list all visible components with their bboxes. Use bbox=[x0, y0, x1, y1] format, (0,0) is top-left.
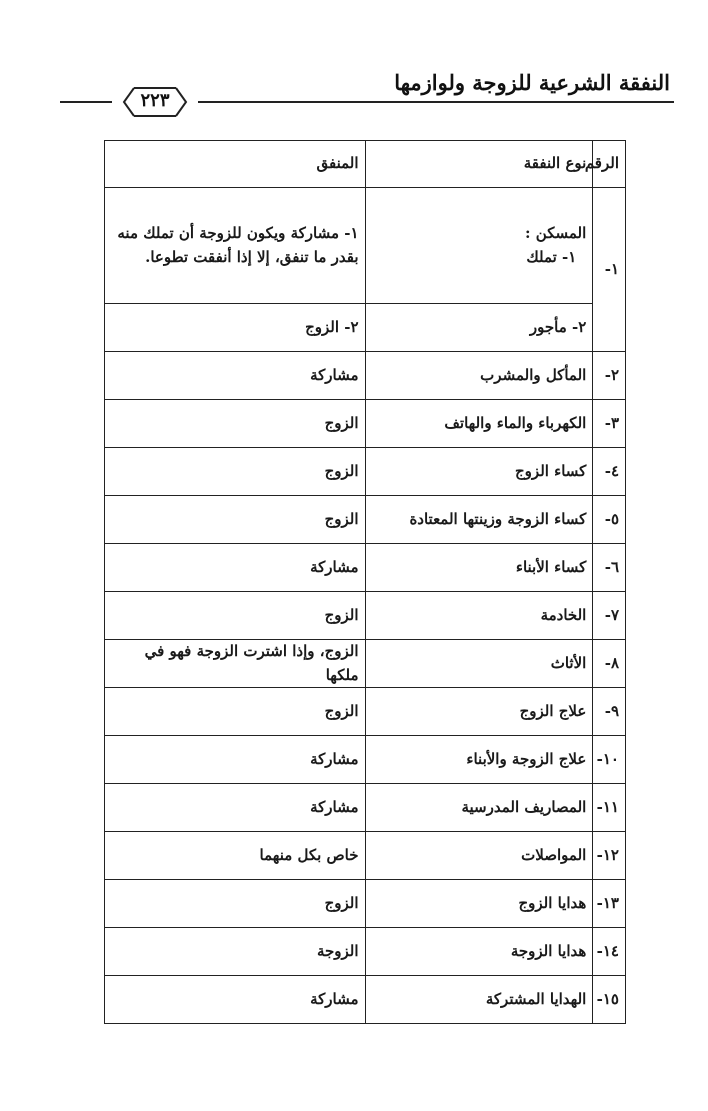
row-number: ١٥- bbox=[593, 976, 626, 1024]
column-header-payer: المنفق bbox=[105, 141, 366, 188]
column-header-number: الرقم bbox=[593, 141, 626, 188]
table-row-housing-rented bbox=[105, 304, 626, 352]
expense-payer: الزوج bbox=[105, 880, 366, 928]
housing-rented-payer: ٢- الزوج bbox=[105, 304, 366, 352]
row-number: ٩- bbox=[593, 688, 626, 736]
expense-type: الكهرباء والماء والهاتف bbox=[365, 400, 593, 448]
table-row bbox=[105, 784, 626, 832]
table-row bbox=[105, 976, 626, 1024]
row-number: ٧- bbox=[593, 592, 626, 640]
page-header bbox=[0, 0, 708, 120]
expense-payer: الزوجة bbox=[105, 928, 366, 976]
running-title: النفقة الشرعية للزوجة ولوازمها bbox=[394, 70, 670, 95]
housing-owned-payer: ١- مشاركة ويكون للزوجة أن تملك منه بقدر ما تنفق، إلا إذا أنفقت تطوعا. bbox=[117, 224, 359, 266]
expense-payer: مشاركة bbox=[105, 976, 366, 1024]
expense-type: الأثاث bbox=[365, 640, 593, 688]
housing-rented-type: ٢- مأجور bbox=[365, 304, 593, 352]
table-header-row bbox=[105, 141, 626, 188]
row-number: ١٢- bbox=[593, 832, 626, 880]
table-row bbox=[105, 592, 626, 640]
expense-payer: الزوج bbox=[105, 688, 366, 736]
expense-type: هدايا الزوجة bbox=[365, 928, 593, 976]
expense-payer: الزوج bbox=[105, 592, 366, 640]
expense-payer: مشاركة bbox=[105, 736, 366, 784]
expense-type: علاج الزوجة والأبناء bbox=[365, 736, 593, 784]
row-number: ٢- bbox=[593, 352, 626, 400]
row-number: ١٠- bbox=[593, 736, 626, 784]
row-number: ٤- bbox=[593, 448, 626, 496]
expense-payer: خاص بكل منهما bbox=[105, 832, 366, 880]
housing-owned-type: ١- تملك bbox=[526, 247, 577, 266]
row-number: ١١- bbox=[593, 784, 626, 832]
row-number: ١٤- bbox=[593, 928, 626, 976]
table-row bbox=[105, 400, 626, 448]
row-number: ٦- bbox=[593, 544, 626, 592]
expense-type: المصاريف المدرسية bbox=[365, 784, 593, 832]
table-row bbox=[105, 352, 626, 400]
column-header-type: نوع النفقة bbox=[365, 141, 593, 188]
expense-type: هدايا الزوج bbox=[365, 880, 593, 928]
table-row bbox=[105, 928, 626, 976]
expense-payer: مشاركة bbox=[105, 352, 366, 400]
row-number: ٨- bbox=[593, 640, 626, 688]
page-number: ٢٢٣ bbox=[140, 90, 170, 111]
expense-payer: الزوج bbox=[105, 448, 366, 496]
table-row-housing-owned bbox=[105, 188, 626, 304]
table-row bbox=[105, 640, 626, 688]
table-row bbox=[105, 688, 626, 736]
expense-type: علاج الزوج bbox=[365, 688, 593, 736]
table-row bbox=[105, 880, 626, 928]
expense-type: المأكل والمشرب bbox=[365, 352, 593, 400]
table-row bbox=[105, 448, 626, 496]
row-number: ١٣- bbox=[593, 880, 626, 928]
housing-type-label: المسكن : bbox=[525, 224, 587, 243]
row-number: ١- bbox=[593, 188, 626, 352]
expense-payer: مشاركة bbox=[105, 784, 366, 832]
header-rule-right bbox=[198, 101, 674, 103]
expense-type: كساء الأبناء bbox=[365, 544, 593, 592]
expense-type: المواصلات bbox=[365, 832, 593, 880]
table-row bbox=[105, 544, 626, 592]
row-number: ٥- bbox=[593, 496, 626, 544]
row-number: ٣- bbox=[593, 400, 626, 448]
table-row bbox=[105, 832, 626, 880]
page-number-badge bbox=[112, 84, 198, 120]
housing-owned-payer-cell bbox=[105, 188, 366, 304]
expense-payer: مشاركة bbox=[105, 544, 366, 592]
header-rule-left bbox=[60, 101, 112, 103]
expense-type: الخادمة bbox=[365, 592, 593, 640]
expense-type: كساء الزوج bbox=[365, 448, 593, 496]
expense-payer: الزوج، وإذا اشترت الزوجة فهو في ملكها bbox=[105, 640, 366, 688]
expenses-table bbox=[104, 140, 626, 1024]
housing-type-cell bbox=[365, 188, 593, 304]
expense-payer: الزوج bbox=[105, 496, 366, 544]
table-row bbox=[105, 496, 626, 544]
expense-type: كساء الزوجة وزينتها المعتادة bbox=[365, 496, 593, 544]
table-row bbox=[105, 736, 626, 784]
expense-payer: الزوج bbox=[105, 400, 366, 448]
expense-type: الهدايا المشتركة bbox=[365, 976, 593, 1024]
